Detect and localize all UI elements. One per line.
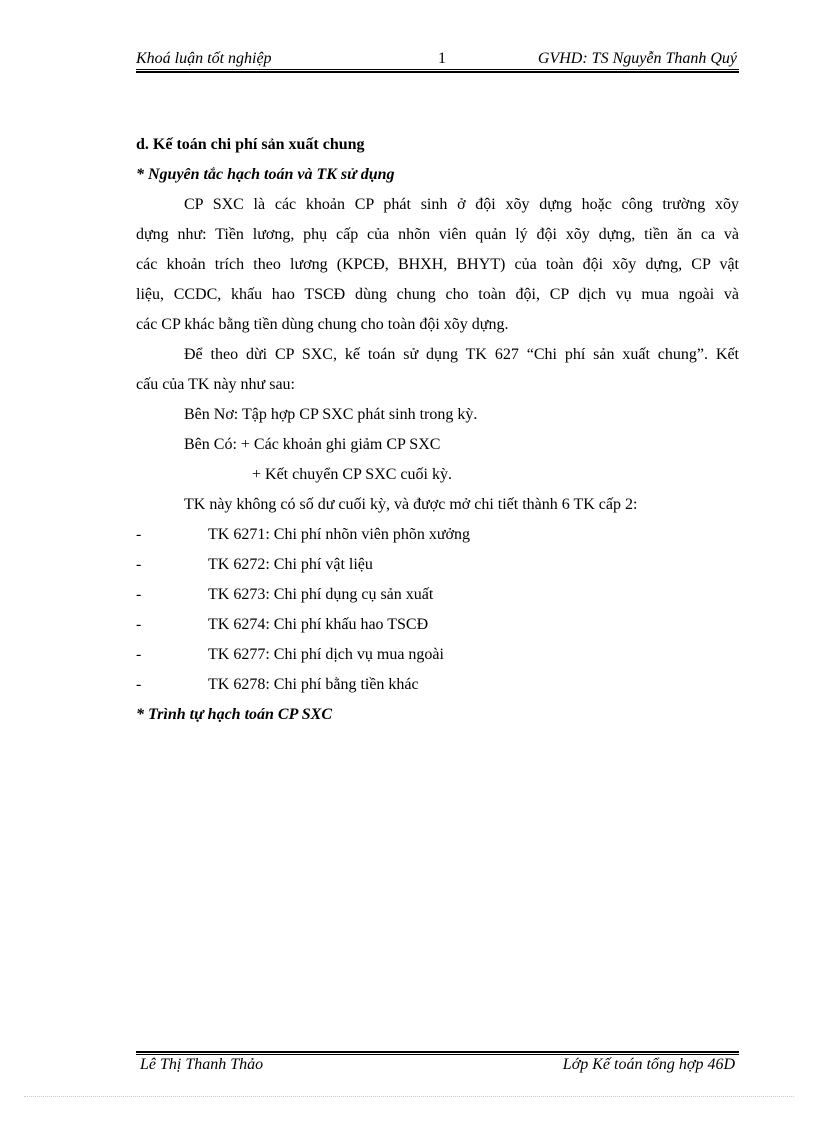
header-page-number: 1 [438, 50, 446, 67]
paragraph-sxc-definition [136, 190, 739, 340]
subheading-principles: * Nguyên tắc hạch toán và TK sử dụng [136, 166, 395, 183]
page-body [136, 130, 739, 730]
page-footer [136, 1056, 737, 1080]
list-dash: - [136, 616, 142, 633]
paragraph-line: cấu của TK này như sau: [136, 376, 295, 393]
header-thesis-title: Khoá luận tốt nghiệp [136, 50, 272, 67]
list-item [136, 610, 739, 640]
list-item [136, 640, 739, 670]
header-rule-thin [136, 69, 739, 70]
paragraph-line: CP SXC là các khoản CP phát sinh ở đội xõy dựng hoặc công trường xõy [184, 196, 739, 213]
list-item-text: TK 6274: Chi phí khấu hao TSCĐ [208, 616, 429, 633]
list-item-text: TK 6271: Chi phí nhõn viên phõn xưởng [208, 526, 471, 543]
footer-class: Lớp Kế toán tổng hợp 46D [562, 1056, 735, 1073]
list-dash: - [136, 676, 142, 693]
list-dash: - [136, 586, 142, 603]
credit-side-text: Bên Có: + Các khoản ghi giảm CP SXC [184, 436, 441, 453]
list-dash: - [136, 556, 142, 573]
list-item [136, 670, 739, 700]
paragraph-line: Để theo dừi CP SXC, kế toán sử dụng TK 627 “Chi phí sản xuất chung”. Kết [184, 346, 739, 363]
list-item-text: TK 6272: Chi phí vật liệu [208, 556, 373, 573]
paragraph-line: các CP khác bằng tiền dùng chung cho toàn đội xõy dựng. [136, 316, 509, 333]
list-item-text: TK 6277: Chi phí dịch vụ mua ngoài [208, 646, 444, 663]
footer-rule-thin [136, 1054, 739, 1055]
list-item [136, 580, 739, 610]
paragraph-line: liệu, CCDC, khấu hao TSCĐ dùng chung cho toàn đội, CP dịch vụ mua ngoài và [136, 286, 739, 303]
list-dash: - [136, 526, 142, 543]
header-supervisor: GVHD: TS Nguyễn Thanh Quý [537, 50, 737, 67]
footer-rule-thick [136, 1051, 739, 1053]
footer-author: Lê Thị Thanh Thảo [140, 1056, 264, 1073]
subheading-procedure: * Trình tự hạch toán CP SXC [136, 706, 333, 723]
list-item-text: TK 6278: Chi phí bằng tiền khác [208, 676, 419, 693]
sub-accounts-intro: TK này không có số dư cuối kỳ, và được mở chi tiết thành 6 TK cấp 2: [184, 496, 638, 513]
page-edge-divider [24, 1096, 794, 1097]
paragraph-line: các khoản trích theo lương (KPCĐ, BHXH, BHYT) của toàn đội xõy dựng, CP vật [136, 256, 739, 273]
list-item [136, 520, 739, 550]
header-rule-thick [136, 71, 739, 73]
paragraph-line: dựng như: Tiền lương, phụ cấp của nhõn viên quản lý đội xõy dựng, tiền ăn ca và [136, 226, 739, 243]
paragraph-tk627 [136, 340, 739, 400]
list-item-text: TK 6273: Chi phí dụng cụ sản xuất [208, 586, 434, 603]
sub-accounts-list [136, 520, 739, 700]
list-dash: - [136, 646, 142, 663]
page-header [136, 46, 737, 70]
credit-side-text-2: + Kết chuyển CP SXC cuối kỳ. [252, 466, 452, 483]
section-title: d. Kế toán chi phí sản xuất chung [136, 136, 365, 153]
list-item [136, 550, 739, 580]
debit-side-text: Bên Nơ: Tập hợp CP SXC phát sinh trong kỳ. [184, 406, 478, 423]
